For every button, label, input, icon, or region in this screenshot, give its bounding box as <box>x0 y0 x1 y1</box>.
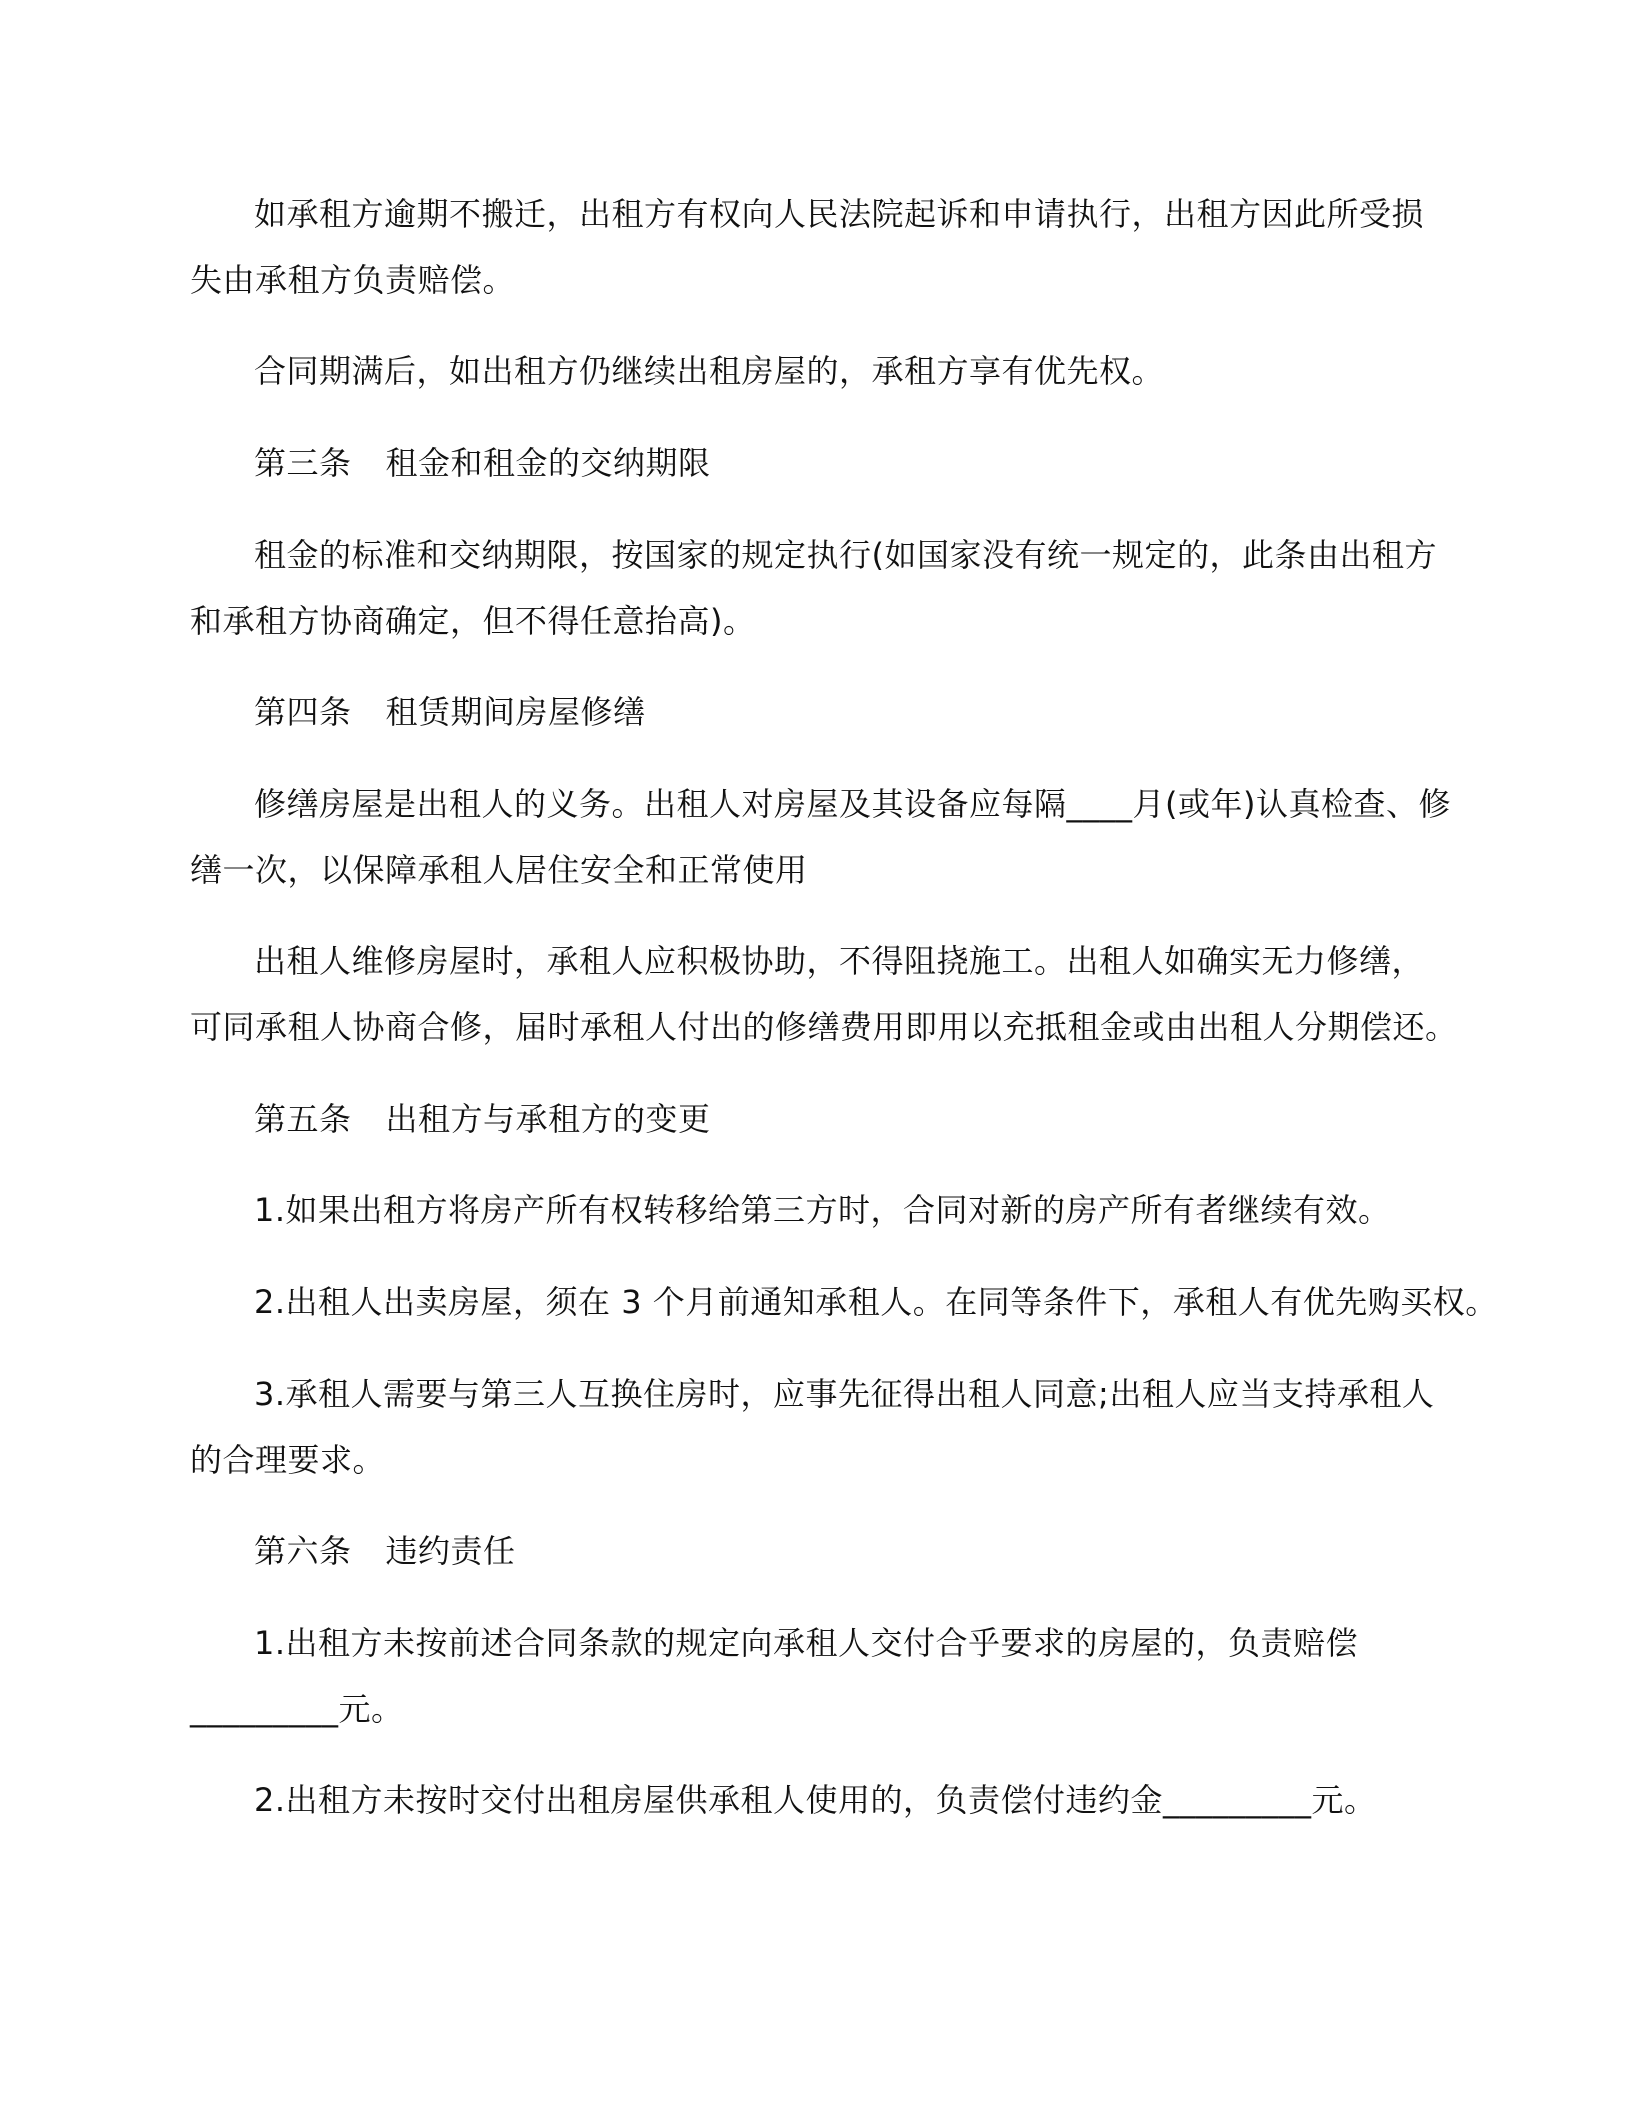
article-number: 第四条 <box>254 693 352 731</box>
paragraph-line: 失由承租方负责赔偿。 <box>190 261 516 299</box>
paragraph-line: 1.出租方未按前述合同条款的规定向承租人交付合乎要求的房屋的，负责赔偿 <box>254 1624 1359 1662</box>
article-heading <box>254 1097 711 1141</box>
paragraph-line: 和承租方协商确定，但不得任意抬高)。 <box>190 602 756 640</box>
paragraph-line: 可同承租人协商合修，届时承租人付出的修缮费用即用以充抵租金或由出租人分期偿还。 <box>190 1008 1458 1046</box>
paragraph-line: 合同期满后，如出租方仍继续出租房屋的，承租方享有优先权。 <box>254 352 1165 390</box>
article-title: 出租方与承租方的变更 <box>385 1100 711 1138</box>
paragraph-line: 修缮房屋是出租人的义务。出租人对房屋及其设备应每隔____月(或年)认真检查、修 <box>254 785 1451 823</box>
paragraph-line: 2.出租人出卖房屋，须在 3 个月前通知承租人。在同等条件下，承租人有优先购买权。 <box>254 1283 1498 1321</box>
article-title: 租赁期间房屋修缮 <box>385 693 646 731</box>
article-title: 租金和租金的交纳期限 <box>385 444 711 482</box>
paragraph-line: 的合理要求。 <box>190 1441 386 1479</box>
article-number: 第六条 <box>254 1532 352 1570</box>
paragraph-line: 租金的标准和交纳期限，按国家的规定执行(如国家没有统一规定的，此条由出租方 <box>254 536 1437 574</box>
paragraph-line: 3.承租人需要与第三人互换住房时，应事先征得出租人同意;出租人应当支持承租人 <box>254 1375 1435 1413</box>
article-heading <box>254 1529 516 1573</box>
article-heading <box>254 441 711 485</box>
paragraph-line: 缮一次，以保障承租人居住安全和正常使用 <box>190 851 808 889</box>
paragraph-line: _________元。 <box>190 1690 404 1728</box>
article-number: 第三条 <box>254 444 352 482</box>
paragraph-line: 出租人维修房屋时，承租人应积极协助，不得阻挠施工。出租人如确实无力修缮， <box>254 942 1425 980</box>
article-title: 违约责任 <box>385 1532 516 1570</box>
paragraph-line: 如承租方逾期不搬迁，出租方有权向人民法院起诉和申请执行，出租方因此所受损 <box>254 195 1425 233</box>
paragraph-line: 1.如果出租方将房产所有权转移给第三方时，合同对新的房产所有者继续有效。 <box>254 1191 1391 1229</box>
article-number: 第五条 <box>254 1100 352 1138</box>
paragraph-line: 2.出租方未按时交付出租房屋供承租人使用的，负责偿付违约金_________元。 <box>254 1781 1377 1819</box>
article-heading <box>254 690 646 734</box>
